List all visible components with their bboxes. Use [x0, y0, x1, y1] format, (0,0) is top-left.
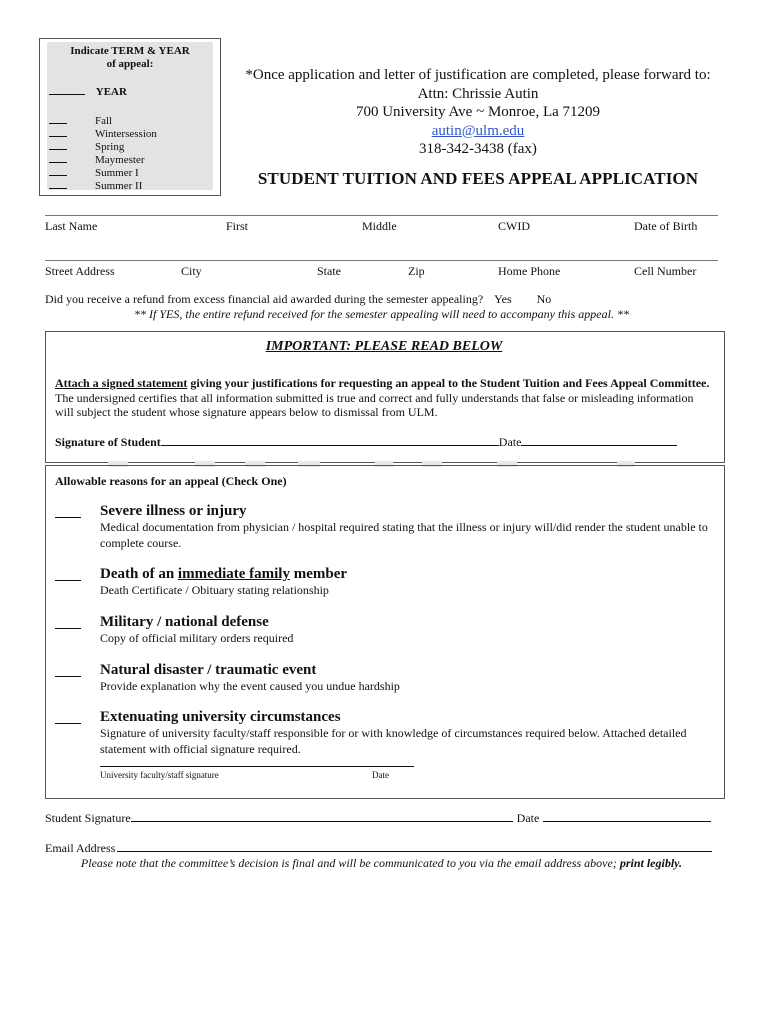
- reason-checkbox-illness[interactable]: [55, 517, 81, 518]
- faculty-signature-field[interactable]: [100, 766, 414, 767]
- term-option-spring[interactable]: Spring: [49, 140, 124, 154]
- refund-yes-option[interactable]: Yes: [494, 292, 512, 306]
- dob-label: Date of Birth: [634, 219, 698, 233]
- signature-date-label: Date: [498, 435, 522, 449]
- reason-checkbox-death[interactable]: [55, 580, 81, 581]
- address-row-line[interactable]: [45, 260, 718, 261]
- term-option-maymester[interactable]: Maymester: [49, 153, 144, 167]
- reason-title-military: Military / national defense: [100, 614, 269, 630]
- final-decision-note: Please note that the committee’s decision is final and will be communicated to you via the email address above; print legibly.: [80, 856, 683, 870]
- student-signature-footer: [45, 810, 711, 826]
- email-address-row: [45, 840, 712, 856]
- street-address-label: Street Address: [45, 264, 115, 278]
- term-option-summer-2[interactable]: Summer II: [49, 179, 142, 193]
- last-name-label: Last Name: [45, 219, 98, 233]
- reason-desc-disaster: Provide explanation why the event caused you undue hardship: [100, 679, 400, 693]
- year-blank[interactable]: [49, 85, 85, 95]
- faculty-date-label: Date: [372, 770, 389, 780]
- faculty-signature-label: University faculty/staff signature: [100, 770, 219, 780]
- student-signature-row: [55, 434, 677, 450]
- certification-paragraph: Attach a signed statement giving your justifications for requesting an appeal to the Student Tuition and Fees Appeal Committee. The undersigned certifies that all information submitted is true and correct and fully understands that false or misleading information will subject the student whose signature appears below to dismissal from ULM.: [55, 376, 710, 419]
- reason-title-university: Extenuating university circumstances: [100, 709, 341, 725]
- form-title: STUDENT TUITION AND FEES APPEAL APPLICATION: [257, 169, 699, 188]
- middle-name-label: Middle: [362, 219, 397, 233]
- reason-checkbox-university[interactable]: [55, 723, 81, 724]
- student-signature-field[interactable]: [131, 810, 513, 822]
- refund-question-text: Did you receive a refund from excess financial aid awarded during the semester appealing?: [45, 292, 484, 306]
- reason-title-death: Death of an immediate family member: [100, 566, 348, 582]
- term-box-title: Indicate TERM & YEAR: [70, 45, 190, 57]
- signature-of-student-field[interactable]: [161, 434, 499, 446]
- name-row-line[interactable]: [45, 215, 718, 216]
- city-label: City: [181, 264, 202, 278]
- term-year-panel: [47, 42, 213, 190]
- year-label: YEAR: [95, 86, 127, 98]
- mailing-address: [236, 66, 720, 159]
- term-year-box: [39, 38, 221, 196]
- reason-title-illness: Severe illness or injury: [100, 503, 247, 519]
- term-box-subtitle: of appeal:: [106, 58, 154, 70]
- home-phone-label: Home Phone: [498, 264, 561, 278]
- student-date-field[interactable]: [543, 810, 711, 822]
- student-date-label: Date: [516, 811, 540, 825]
- reason-desc-military: Copy of official military orders required: [100, 631, 294, 645]
- reason-desc-death: Death Certificate / Obituary stating relationship: [100, 583, 329, 597]
- reason-checkbox-military[interactable]: [55, 628, 81, 629]
- signature-date-field[interactable]: [521, 434, 677, 446]
- first-name-label: First: [226, 219, 249, 233]
- reasons-heading: Allowable reasons for an appeal (Check One): [55, 474, 287, 488]
- important-heading: IMPORTANT: PLEASE READ BELOW: [265, 339, 503, 354]
- email-address-field[interactable]: [117, 840, 712, 852]
- signature-of-student-label: Signature of Student: [55, 435, 161, 449]
- term-option-wintersession[interactable]: Wintersession: [49, 127, 157, 141]
- cwid-label: CWID: [498, 219, 530, 233]
- contact-email-link[interactable]: autin@ulm.edu: [431, 122, 525, 139]
- forward-instruction: *Once application and letter of justification are completed, please forward to:: [245, 67, 711, 83]
- email-address-label: Email Address: [45, 841, 116, 855]
- cell-number-label: Cell Number: [634, 264, 697, 278]
- refund-no-option[interactable]: No: [536, 292, 552, 306]
- reason-checkbox-disaster[interactable]: [55, 676, 81, 677]
- term-option-summer-1[interactable]: Summer I: [49, 166, 139, 180]
- student-signature-label: Student Signature: [45, 811, 131, 825]
- street-address-line: 700 University Ave ~ Monroe, La 71209: [355, 104, 601, 120]
- zip-label: Zip: [408, 264, 425, 278]
- state-label: State: [317, 264, 341, 278]
- fax-number: 318-342-3438 (fax): [419, 141, 537, 157]
- reason-desc-university: Signature of university faculty/staff responsible for or with knowledge of circumstances required below. Attached detailed statement with official signature required.: [100, 726, 687, 756]
- term-option-fall[interactable]: Fall: [49, 114, 112, 128]
- refund-question: [45, 292, 551, 307]
- attach-statement-text: Attach a signed statement: [55, 376, 188, 390]
- reason-desc-illness: Medical documentation from physician / hospital required stating that the illness or injury will/did render the student unable to complete course.: [100, 520, 708, 550]
- refund-note: ** If YES, the entire refund received for the semester appealing will need to accompany this appeal. **: [134, 307, 629, 321]
- reason-title-disaster: Natural disaster / traumatic event: [100, 662, 317, 678]
- attention-line: Attn: Chrissie Autin: [417, 85, 539, 102]
